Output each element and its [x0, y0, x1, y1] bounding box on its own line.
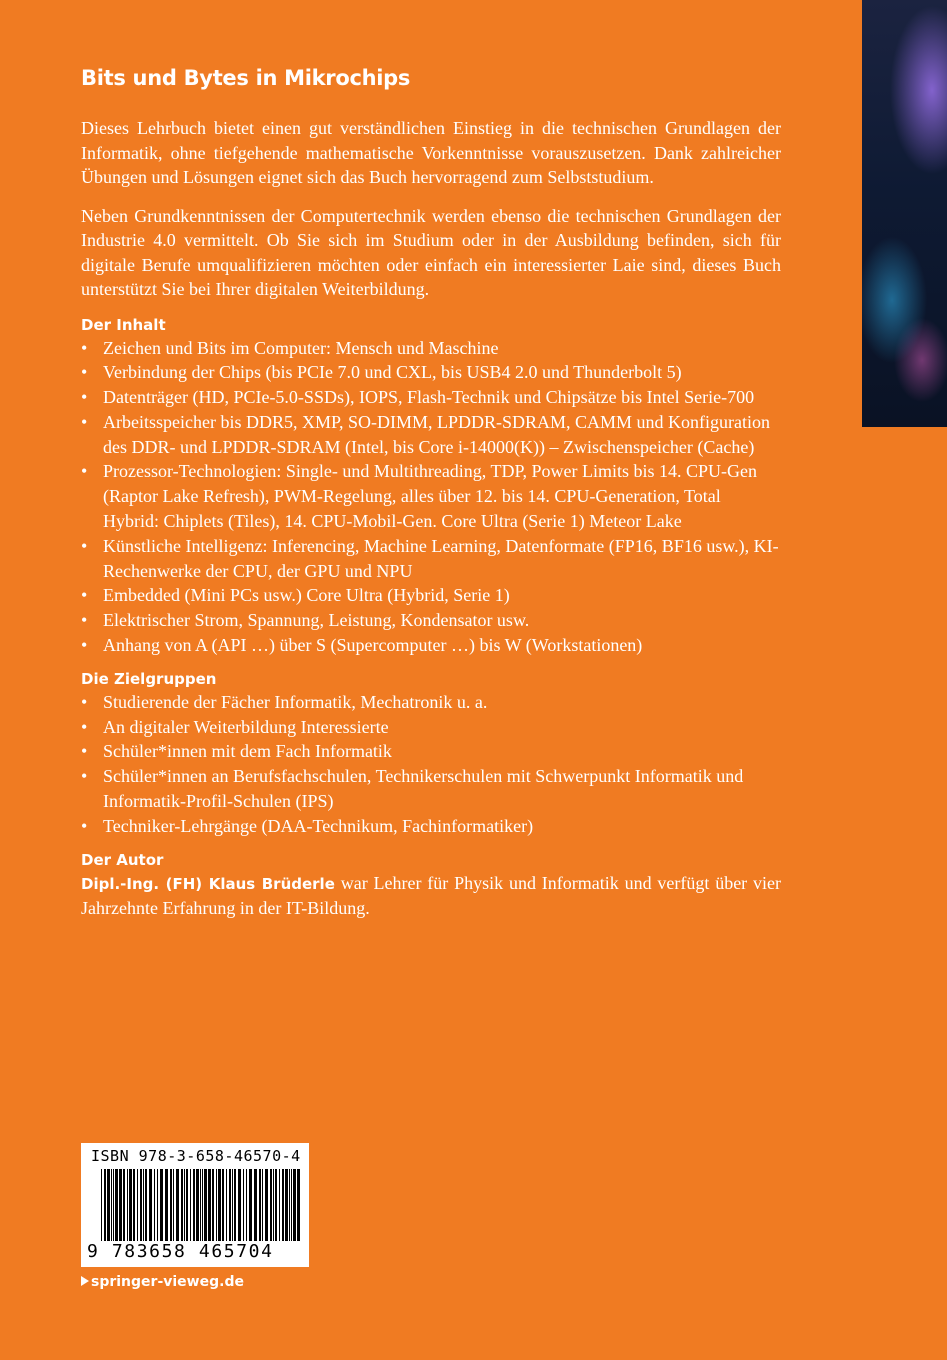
author-name: Dipl.-Ing. (FH) Klaus Brüderle — [81, 874, 335, 893]
cover-art-strip — [862, 0, 947, 427]
list-item: • Techniker-Lehrgänge (DAA-Technikum, Fachinformatiker) — [81, 814, 781, 839]
book-title: Bits und Bytes in Mikrochips — [81, 66, 411, 90]
list-item: • An digitaler Weiterbildung Interessierte — [81, 715, 781, 740]
list-item: • Verbindung der Chips (bis PCIe 7.0 und CXL, bis USB4 2.0 und Thunderbolt 5) — [81, 360, 781, 385]
isbn-barcode — [81, 1143, 309, 1267]
list-item: • Elektrischer Strom, Spannung, Leistung, Kondensator usw. — [81, 608, 781, 633]
ean-digits: 9 783658 465704 — [87, 1241, 274, 1262]
publisher-url[interactable] — [81, 1274, 244, 1290]
intro-paragraph-1: Dieses Lehrbuch bietet einen gut verständlichen Einstieg in die technischen Grundlagen der Informatik, ohne tiefgehende mathematische Vorkenntnisse vorauszusetzen. Dank zahlreicher Übungen und Lösungen eignet sich das Buch hervorragend zum Selbststudium. — [81, 118, 781, 187]
list-item: • Schüler*innen an Berufsfachschulen, Technikerschulen mit Schwerpunkt Informatik und Informatik-Profil-Schulen (IPS) — [81, 764, 781, 814]
list-item: • Studierende der Fächer Informatik, Mechatronik u. a. — [81, 690, 781, 715]
publisher-url-text: springer-vieweg.de — [91, 1274, 244, 1290]
list-item: • Schüler*innen mit dem Fach Informatik — [81, 739, 781, 764]
back-cover-text — [81, 66, 781, 921]
author-bio — [81, 871, 781, 921]
author-bio-text: war Lehrer für Physik und Informatik und verfügt über vier Jahrzehnte Erfahrung in der IT-Bildung. — [81, 872, 781, 919]
author-heading: Der Autor — [81, 850, 164, 869]
list-item: • Embedded (Mini PCs usw.) Core Ultra (Hybrid, Serie 1) — [81, 583, 781, 608]
contents-heading: Der Inhalt — [81, 315, 166, 334]
intro-paragraph-2: Neben Grundkenntnissen der Computertechnik werden ebenso die technischen Grundlagen der Industrie 4.0 vermittelt. Ob Sie sich im Studium oder in der Ausbildung befinden, sich für digitale Berufe umqualifizieren möchten oder einfach ein interessierter Laie sind, dieses Buch unterstützt Sie bei Ihrer digitalen Weiterbildung. — [81, 205, 781, 299]
list-item: • Zeichen und Bits im Computer: Mensch und Maschine — [81, 336, 781, 361]
list-item: • Künstliche Intelligenz: Inferencing, Machine Learning, Datenformate (FP16, BF16 usw.), KI-Rechenwerke der CPU, der GPU und NPU — [81, 534, 781, 584]
contents-list — [81, 336, 781, 658]
arrow-right-icon — [81, 1276, 89, 1286]
audience-list — [81, 690, 781, 839]
list-item: • Datenträger (HD, PCIe-5.0-SSDs), IOPS, Flash-Technik und Chipsätze bis Intel Serie-700 — [81, 385, 781, 410]
barcode-bars — [101, 1169, 301, 1241]
isbn-number: ISBN 978-3-658-46570-4 — [91, 1147, 301, 1165]
list-item: • Anhang von A (API …) über S (Supercomputer …) bis W (Workstationen) — [81, 633, 781, 658]
audience-heading: Die Zielgruppen — [81, 669, 217, 688]
list-item: • Arbeitsspeicher bis DDR5, XMP, SO-DIMM, LPDDR-SDRAM, CAMM und Konfiguration des DDR- und LPDDR-SDRAM (Intel, bis Core i-14000(K)) – Zwischenspeicher (Cache) — [81, 410, 781, 460]
list-item: • Prozessor-Technologien: Single- und Multithreading, TDP, Power Limits bis 14. CPU-Gen (Raptor Lake Refresh), PWM-Regelung, alles über 12. bis 14. CPU-Generation, Total Hybrid: Chiplets (Tiles), 14. CPU-Mobil-Gen. Core Ultra (Serie 1) Meteor Lake — [81, 459, 781, 533]
